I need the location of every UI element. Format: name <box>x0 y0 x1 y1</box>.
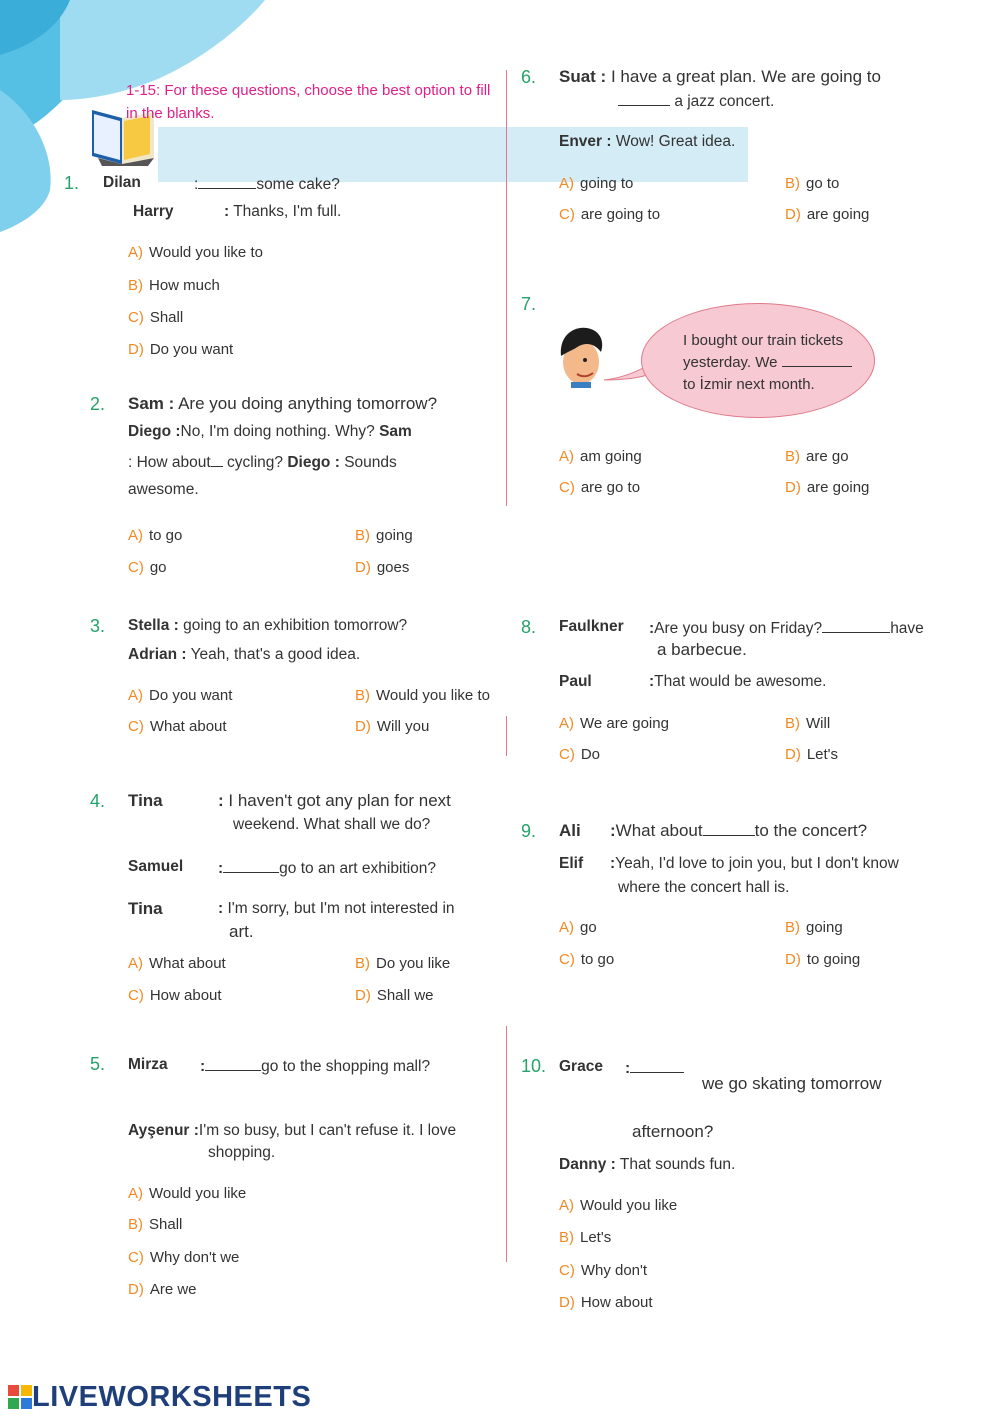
question-number: 7. <box>521 294 537 314</box>
option-letter: B) <box>355 955 370 972</box>
option-letter: B) <box>355 687 370 704</box>
option-letter: C) <box>128 1249 144 1266</box>
separator: : <box>649 673 655 690</box>
dialogue-text: going to an exhibition tomorrow? <box>183 617 408 634</box>
answer-option[interactable] <box>785 448 849 465</box>
answer-option[interactable] <box>128 309 183 326</box>
answer-option[interactable] <box>355 955 450 972</box>
option-text: are go to <box>580 479 641 496</box>
dialogue-line <box>610 821 867 841</box>
answer-option[interactable] <box>559 448 642 465</box>
option-letter: A) <box>559 715 574 732</box>
answer-option[interactable] <box>128 955 226 972</box>
answer-option[interactable] <box>128 1216 182 1233</box>
option-letter: A) <box>559 919 574 936</box>
option-text: go <box>580 919 597 936</box>
question-number: 5. <box>90 1054 106 1074</box>
option-letter: A) <box>128 1185 143 1202</box>
answer-option[interactable] <box>559 951 614 968</box>
option-text: are going <box>806 206 870 223</box>
dialogue-line <box>128 452 397 472</box>
option-letter: A) <box>128 687 143 704</box>
dialogue-line <box>224 203 341 221</box>
answer-option[interactable] <box>128 1185 246 1202</box>
speaker-name: Ayşenur : <box>128 1122 199 1139</box>
question-number: 10. <box>521 1056 547 1076</box>
option-letter: D) <box>785 479 801 496</box>
separator: : <box>218 791 224 810</box>
dialogue-line <box>618 91 774 111</box>
answer-option[interactable] <box>355 527 413 544</box>
instruction-text: 1-15: For these questions, choose the best option to fill in the blanks. <box>126 82 491 122</box>
separator: : <box>610 855 616 872</box>
dialogue-text: a jazz concert. <box>674 93 775 110</box>
speaker-name: Harry <box>133 203 174 220</box>
option-text: Why don't we <box>149 1249 240 1266</box>
speaker-name: Samuel <box>128 858 184 875</box>
option-text: Let's <box>580 1229 612 1246</box>
question-number: 3. <box>90 616 106 636</box>
dialogue-text: That would be awesome. <box>654 673 827 690</box>
speaker-name: Danny : <box>559 1156 616 1173</box>
option-letter: B) <box>785 715 800 732</box>
dialogue-text: go to an art exhibition? <box>279 860 437 877</box>
option-text: go <box>149 559 167 576</box>
dialogue-text: Sounds <box>344 454 397 471</box>
answer-blank <box>618 91 670 106</box>
dialogue-text: Wow! Great idea. <box>615 133 736 150</box>
dialogue-text: afternoon? <box>632 1122 714 1141</box>
answer-option[interactable] <box>559 1229 611 1246</box>
answer-option[interactable] <box>128 1281 197 1298</box>
dialogue-text: I haven't got any plan for next <box>228 791 451 810</box>
answer-option[interactable] <box>785 206 869 223</box>
option-text: Would you like <box>580 1197 678 1214</box>
dialogue-text: some cake? <box>256 176 340 193</box>
option-letter: C) <box>559 1262 575 1279</box>
speaker-name: Faulkner <box>559 618 624 635</box>
option-letter: D) <box>559 1294 575 1311</box>
answer-option[interactable] <box>785 175 839 192</box>
answer-option[interactable] <box>128 277 220 294</box>
option-text: are going to <box>580 206 661 223</box>
column-divider <box>506 70 507 506</box>
answer-option[interactable] <box>355 687 490 704</box>
question-number: 1. <box>64 173 80 193</box>
option-letter: C) <box>559 479 575 496</box>
dialogue-line <box>128 1122 456 1140</box>
bubble-line: I bought our train tickets <box>683 332 844 349</box>
option-letter: D) <box>785 746 801 763</box>
option-text: going <box>376 527 413 544</box>
dialogue-line <box>559 67 881 87</box>
dialogue-text: awesome. <box>128 481 199 498</box>
option-letter: D) <box>355 718 371 735</box>
option-letter: B) <box>128 277 143 294</box>
answer-option[interactable] <box>355 559 409 576</box>
answer-option[interactable] <box>128 687 232 704</box>
option-text: Would you like to <box>149 244 263 261</box>
option-letter: A) <box>559 175 574 192</box>
speaker-name: Diego : <box>287 454 340 471</box>
speaker-name: Sam <box>379 423 412 440</box>
column-divider <box>506 716 507 756</box>
dialogue-line <box>128 646 360 664</box>
speaker-name: Elif <box>559 855 584 872</box>
dialogue-text: What about <box>615 821 703 840</box>
dialogue-text: Yeah, that's a good idea. <box>190 646 361 663</box>
logo-mark-icon <box>8 1385 32 1409</box>
answer-blank <box>822 618 890 633</box>
dialogue-line <box>625 1058 684 1078</box>
answer-blank <box>205 1056 261 1071</box>
option-letter: B) <box>559 1229 574 1246</box>
dialogue-text: have <box>890 620 924 637</box>
option-letter: C) <box>128 718 144 735</box>
separator: : <box>200 1058 206 1075</box>
dialogue-line <box>218 791 451 811</box>
logo-text: LIVEWORKSHEETS <box>32 1381 312 1413</box>
option-letter: C) <box>559 951 575 968</box>
answer-option[interactable] <box>128 1249 239 1266</box>
answer-option[interactable] <box>785 746 838 763</box>
question-number: 6. <box>521 67 537 87</box>
option-text: What about <box>149 955 226 972</box>
dialogue-text: art. <box>229 922 254 941</box>
option-letter: B) <box>355 527 370 544</box>
speaker-name: Sam : <box>128 394 175 413</box>
question-number: 2. <box>90 394 106 414</box>
dialogue-line <box>128 394 437 414</box>
answer-option[interactable] <box>128 987 222 1004</box>
dialogue-text: shopping. <box>208 1144 276 1161</box>
answer-option[interactable] <box>128 718 227 735</box>
dialogue-line <box>128 617 407 635</box>
speaker-name: Mirza <box>128 1056 168 1073</box>
dialogue-text: weekend. What shall we do? <box>233 816 431 833</box>
option-text: How about <box>149 987 222 1004</box>
question-number: 8. <box>521 617 537 637</box>
answer-option[interactable] <box>785 715 830 732</box>
option-text: goes <box>376 559 410 576</box>
speaker-name: Paul <box>559 673 592 690</box>
question-number: 4. <box>90 791 106 811</box>
separator: : <box>218 860 224 877</box>
dialogue-line <box>559 133 735 151</box>
option-text: am going <box>580 448 642 465</box>
option-letter: D) <box>128 341 144 358</box>
option-text: go to <box>806 175 840 192</box>
answer-option[interactable] <box>128 559 167 576</box>
answer-option[interactable] <box>559 1294 653 1311</box>
bubble-line: to İzmir next month. <box>683 376 815 393</box>
option-text: Shall <box>149 1216 183 1233</box>
dialogue-text: I'm sorry, but I'm not interested in <box>227 900 455 917</box>
speaker-name: Diego : <box>128 423 181 440</box>
option-text: Why don't <box>580 1262 648 1279</box>
option-letter: A) <box>559 1197 574 1214</box>
answer-option[interactable] <box>785 479 869 496</box>
dialogue-text: cycling? <box>227 454 284 471</box>
liveworksheets-logo <box>8 1381 311 1414</box>
dialogue-line <box>194 174 340 194</box>
option-letter: A) <box>128 244 143 261</box>
boy-face-icon <box>557 326 607 388</box>
dialogue-line <box>649 618 924 638</box>
dialogue-line <box>610 855 899 873</box>
answer-blank <box>782 352 852 367</box>
answer-blank <box>223 858 279 873</box>
answer-option[interactable] <box>128 244 263 261</box>
answer-option[interactable] <box>128 341 233 358</box>
bubble-text <box>683 330 852 396</box>
option-letter: B) <box>785 919 800 936</box>
option-letter: B) <box>785 175 800 192</box>
dialogue-text: we go skating tomorrow <box>702 1074 882 1093</box>
dialogue-text: a barbecue. <box>657 640 747 659</box>
separator: : <box>610 821 616 840</box>
dialogue-line <box>559 1156 735 1174</box>
option-letter: A) <box>128 955 143 972</box>
option-text: are go <box>806 448 849 465</box>
dialogue-line <box>218 858 436 878</box>
option-text: to go <box>580 951 615 968</box>
answer-option[interactable] <box>559 1197 677 1214</box>
option-text: Do you want <box>149 687 233 704</box>
option-letter: C) <box>128 309 144 326</box>
option-letter: B) <box>128 1216 143 1233</box>
speaker-name: Grace <box>559 1058 603 1075</box>
dialogue-text: That sounds fun. <box>619 1156 736 1173</box>
option-letter: C) <box>559 206 575 223</box>
speaker-name: Stella : <box>128 617 179 634</box>
speaker-name: Enver : <box>559 133 612 150</box>
option-letter: A) <box>128 527 143 544</box>
answer-option[interactable] <box>785 919 843 936</box>
option-text: Do <box>580 746 601 763</box>
option-text: Do you like <box>376 955 451 972</box>
dialogue-text: Are you doing anything tomorrow? <box>178 394 438 413</box>
option-text: Will you <box>376 718 430 735</box>
dialogue-line <box>128 423 412 441</box>
answer-blank <box>211 452 223 467</box>
dialogue-line <box>649 673 827 691</box>
option-letter: D) <box>785 951 801 968</box>
option-text: What about <box>149 718 227 735</box>
answer-option[interactable] <box>128 527 182 544</box>
speaker-name: Adrian : <box>128 646 187 663</box>
option-text: Would you like <box>149 1185 247 1202</box>
answer-option[interactable] <box>559 206 660 223</box>
option-text: to going <box>806 951 861 968</box>
answer-blank <box>198 174 256 189</box>
dialogue-text: No, I'm doing nothing. Why? <box>180 423 375 440</box>
answer-option[interactable] <box>559 919 597 936</box>
separator: : <box>218 900 224 917</box>
option-text: Will <box>806 715 831 732</box>
separator: : <box>224 203 230 220</box>
option-letter: C) <box>128 559 144 576</box>
answer-option[interactable] <box>785 951 860 968</box>
separator: : <box>194 176 199 193</box>
separator: : <box>625 1060 631 1077</box>
option-letter: B) <box>785 448 800 465</box>
speaker-name: Dilan <box>103 174 141 191</box>
dialogue-text: Thanks, I'm full. <box>233 203 342 220</box>
option-letter: D) <box>355 987 371 1004</box>
option-letter: A) <box>559 448 574 465</box>
option-text: How much <box>149 277 220 294</box>
option-letter: C) <box>128 987 144 1004</box>
dialogue-text: where the concert hall is. <box>618 879 790 896</box>
option-text: to go <box>149 527 183 544</box>
answer-option[interactable] <box>355 987 434 1004</box>
answer-option[interactable] <box>559 715 669 732</box>
option-letter: C) <box>559 746 575 763</box>
option-text: Would you like to <box>376 687 490 704</box>
answer-blank <box>630 1058 684 1073</box>
dialogue-text: : How about <box>128 454 211 471</box>
separator: : <box>649 620 655 637</box>
answer-option[interactable] <box>559 175 633 192</box>
speaker-name: Tina <box>128 791 163 810</box>
option-text: Do you want <box>149 341 234 358</box>
option-letter: D) <box>355 559 371 576</box>
option-text: Are we <box>149 1281 197 1298</box>
option-text: Shall we <box>376 987 434 1004</box>
option-text: going <box>806 919 843 936</box>
option-text: How about <box>580 1294 653 1311</box>
bubble-line <box>683 352 852 374</box>
question-number: 9. <box>521 821 537 841</box>
answer-option[interactable] <box>559 479 640 496</box>
dialogue-line <box>218 900 455 918</box>
dialogue-text: to the concert? <box>754 821 868 840</box>
speaker-name: Suat : <box>559 67 607 86</box>
option-letter: D) <box>785 206 801 223</box>
dialogue-text: I have a great plan. We are going to <box>610 67 881 86</box>
answer-option[interactable] <box>355 718 429 735</box>
option-text: Shall <box>149 309 184 326</box>
option-text: are going <box>806 479 870 496</box>
speaker-name: Tina <box>128 899 163 918</box>
option-letter: D) <box>128 1281 144 1298</box>
column-divider <box>506 1026 507 1262</box>
option-text: Let's <box>806 746 839 763</box>
answer-option[interactable] <box>559 746 600 763</box>
option-text: going to <box>580 175 634 192</box>
answer-option[interactable] <box>559 1262 647 1279</box>
dialogue-line <box>200 1056 430 1076</box>
option-text: We are going <box>580 715 669 732</box>
bubble-line-text: yesterday. We <box>683 354 778 371</box>
speaker-name: Ali <box>559 821 581 840</box>
dialogue-text: Are you busy on Friday? <box>654 620 823 637</box>
dialogue-text: go to the shopping mall? <box>261 1058 431 1075</box>
dialogue-text: Yeah, I'd love to join you, but I don't know <box>615 855 899 872</box>
answer-blank <box>703 821 755 836</box>
dialogue-text: I'm so busy, but I can't refuse it. I love <box>198 1122 457 1139</box>
